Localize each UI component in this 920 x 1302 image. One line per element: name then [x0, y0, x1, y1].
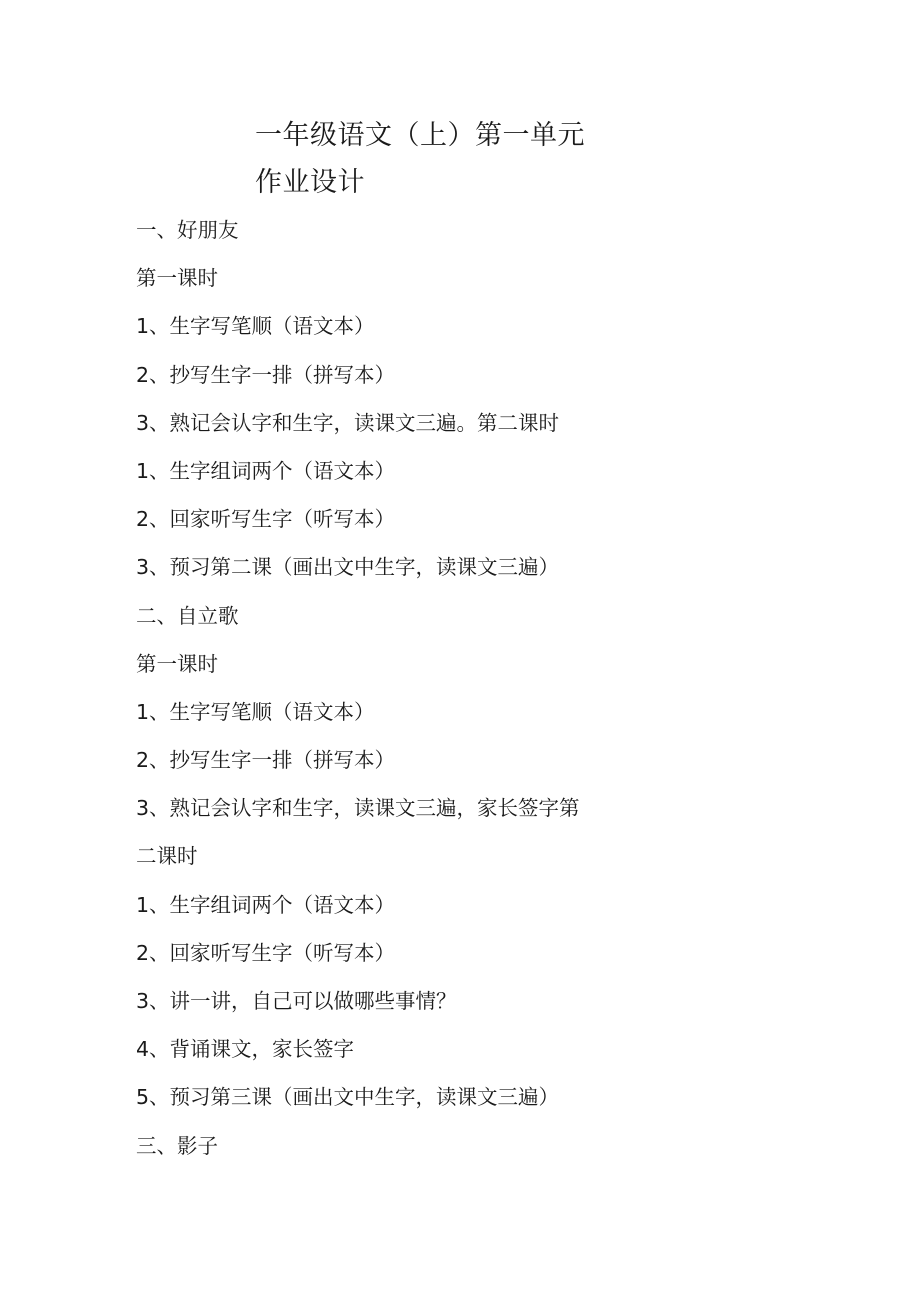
- title-line-1: 一年级语文（上）第一单元: [255, 120, 585, 151]
- content-lines: [136, 206, 580, 1170]
- lesson-heading: 二课时: [136, 844, 198, 869]
- task-item: 3、讲一讲，自己可以做哪些事情？: [136, 989, 457, 1013]
- task-item: 1、生字写笔顺（语文本）: [136, 314, 375, 339]
- section-heading: 一、好朋友: [136, 218, 239, 242]
- task-item: 2、抄写生字一排（拼写本）: [136, 362, 396, 387]
- task-item: 1、生字写笔顺（语文本）: [136, 699, 375, 724]
- task-item: 3、熟记会认字和生字，读课文三遍，家长签字第: [136, 796, 580, 821]
- lesson-heading: 第一课时: [136, 266, 218, 291]
- task-item: 2、回家听写生字（听写本）: [136, 940, 396, 965]
- task-item: 5、预习第三课（画出文中生字，读课文三遍）: [136, 1085, 560, 1110]
- section-heading: 三、影子: [136, 1133, 218, 1158]
- document-title: [255, 112, 585, 206]
- task-item: 2、回家听写生字（听写本）: [136, 507, 396, 532]
- section-heading: 二、自立歌: [136, 603, 239, 628]
- title-line-2: 作业设计: [255, 167, 365, 198]
- lesson-heading: 第一课时: [136, 651, 218, 676]
- task-item: 3、预习第二课（画出文中生字，读课文三遍）: [136, 555, 560, 580]
- task-item: 1、生字组词两个（语文本）: [136, 892, 396, 917]
- task-item: 1、生字组词两个（语文本）: [136, 458, 396, 483]
- task-item: 4、背诵课文，家长签字: [136, 1037, 355, 1062]
- task-item: 3、熟记会认字和生字，读课文三遍。第二课时: [136, 410, 560, 435]
- task-item: 2、抄写生字一排（拼写本）: [136, 748, 396, 773]
